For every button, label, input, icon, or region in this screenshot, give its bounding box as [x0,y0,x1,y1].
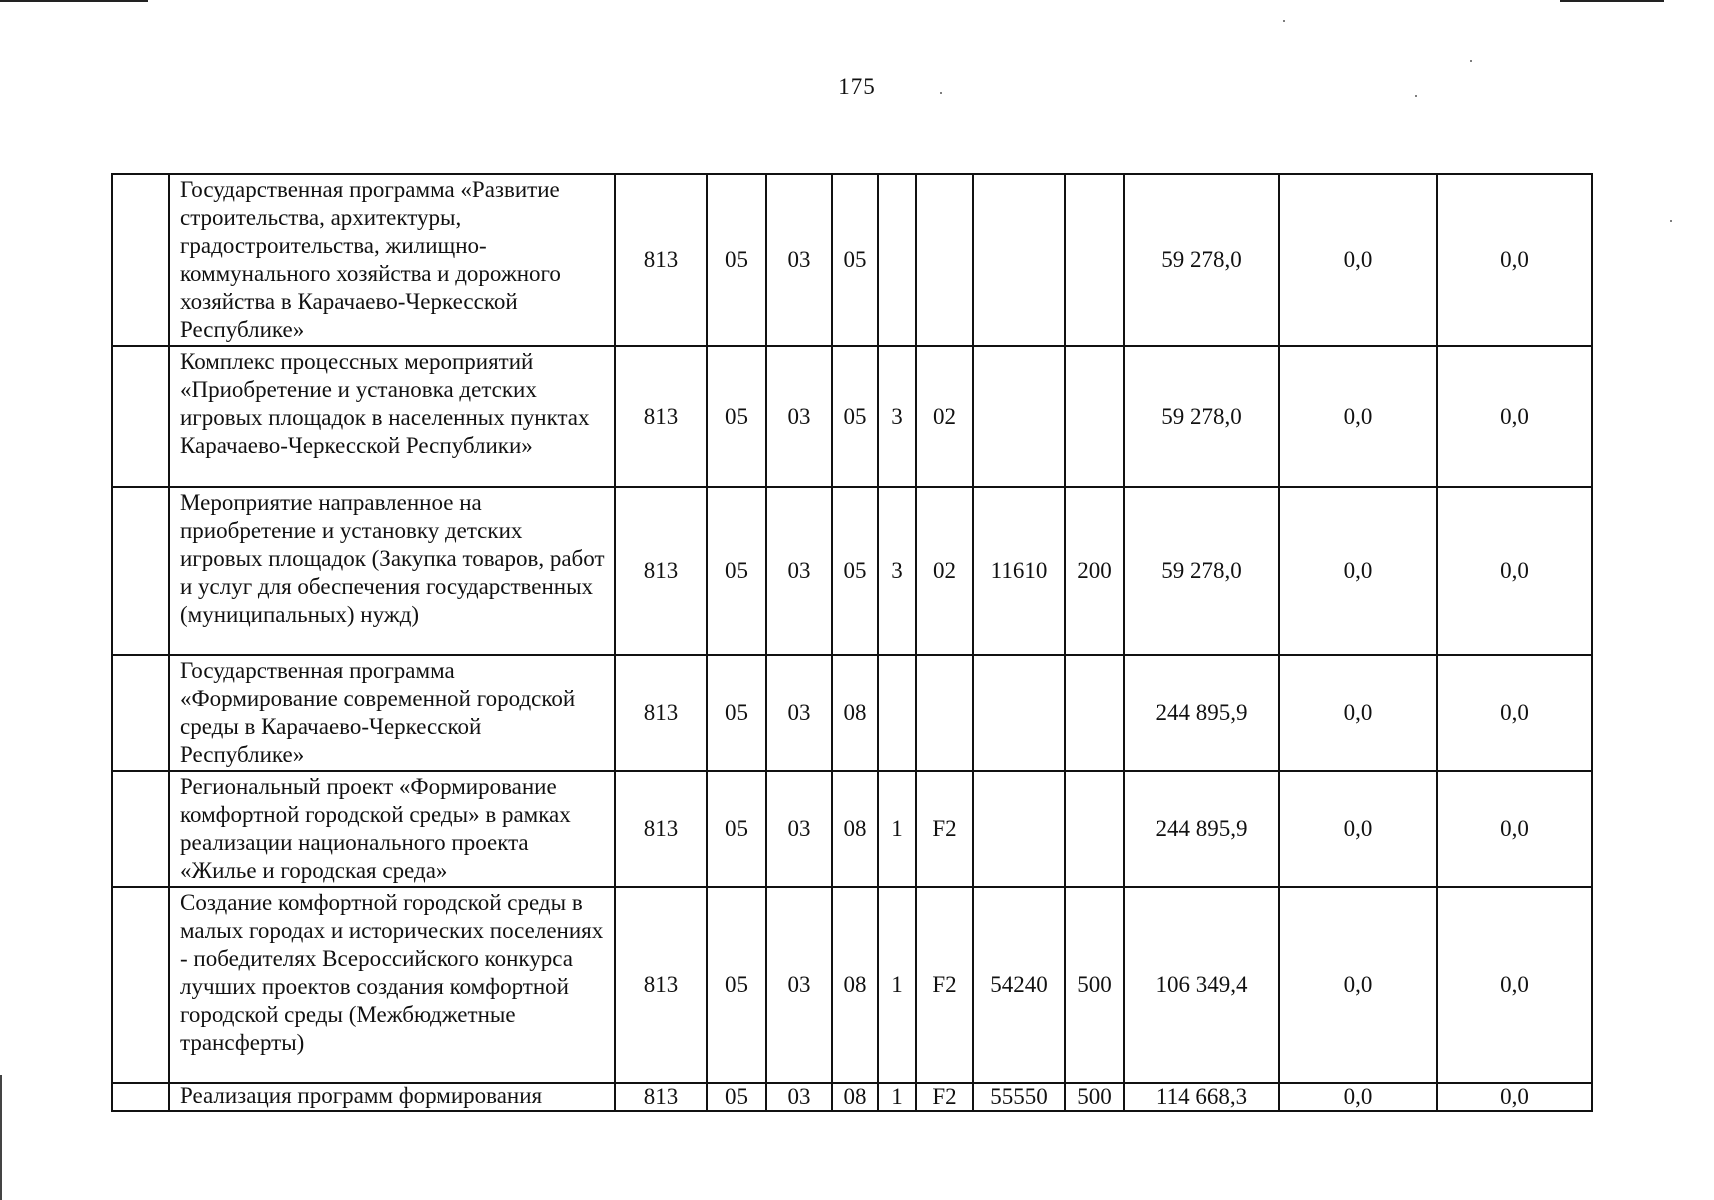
subprogram-code-cell: 1 [878,1083,916,1111]
scan-speck [1283,20,1285,22]
table-row [112,655,1592,771]
item-name-cell: Государственная программа «Формирование современной городской среды в Карачаево-Черкесской Республике» [169,655,615,771]
amount-year2-cell: 0,0 [1279,174,1437,346]
amount-year2-cell: 0,0 [1279,346,1437,487]
amount-year2-cell: 0,0 [1279,655,1437,771]
amount-year1-cell: 59 278,0 [1124,346,1279,487]
item-name-cell: Создание комфортной городской среды в малых городах и исторических поселениях - победителях Всероссийского конкурса лучших проектов создания комфортной городской среды (Межбюджетные трансферты) [169,887,615,1083]
section-code-cell: 05 [707,771,766,887]
budget-table [111,173,1593,1112]
target-code-cell: 54240 [973,887,1065,1083]
program-code-cell: 08 [832,1083,878,1111]
target-code-cell: 55550 [973,1083,1065,1111]
structural-code-cell [916,655,973,771]
section-code-cell: 05 [707,174,766,346]
subsection-code-cell: 03 [766,174,832,346]
structural-code-cell [916,174,973,346]
row-number-cell [112,174,169,346]
program-code-cell: 05 [832,346,878,487]
section-code-cell: 05 [707,655,766,771]
subsection-code-cell: 03 [766,1083,832,1111]
expense-type-cell [1065,655,1124,771]
target-code-cell [973,655,1065,771]
row-number-cell [112,1083,169,1111]
expense-type-cell [1065,346,1124,487]
target-code-cell [973,174,1065,346]
item-name-cell: Региональный проект «Формирование комфортной городской среды» в рамках реализации национального проекта «Жилье и городская среда» [169,771,615,887]
subsection-code-cell: 03 [766,487,832,655]
scan-edge-line-left [0,0,148,2]
row-number-cell [112,887,169,1083]
scan-speck [1470,60,1472,62]
amount-year3-cell: 0,0 [1437,346,1592,487]
subprogram-code-cell [878,655,916,771]
structural-code-cell: F2 [916,1083,973,1111]
subprogram-code-cell: 1 [878,771,916,887]
row-number-cell [112,487,169,655]
program-code-cell: 08 [832,887,878,1083]
subsection-code-cell: 03 [766,771,832,887]
subsection-code-cell: 03 [766,655,832,771]
table-row [112,1083,1592,1111]
amount-year3-cell: 0,0 [1437,655,1592,771]
row-number-cell [112,771,169,887]
section-code-cell: 05 [707,346,766,487]
program-code-cell: 08 [832,771,878,887]
section-code-cell: 05 [707,887,766,1083]
ministry-code-cell: 813 [615,487,707,655]
amount-year1-cell: 59 278,0 [1124,174,1279,346]
amount-year2-cell: 0,0 [1279,887,1437,1083]
amount-year3-cell: 0,0 [1437,174,1592,346]
table-row [112,346,1592,487]
scan-edge-line-right [1560,0,1664,2]
section-code-cell: 05 [707,487,766,655]
ministry-code-cell: 813 [615,771,707,887]
expense-type-cell: 500 [1065,887,1124,1083]
amount-year1-cell: 59 278,0 [1124,487,1279,655]
target-code-cell [973,771,1065,887]
subprogram-code-cell: 1 [878,887,916,1083]
amount-year3-cell: 0,0 [1437,771,1592,887]
structural-code-cell: F2 [916,771,973,887]
expense-type-cell [1065,174,1124,346]
ministry-code-cell: 813 [615,174,707,346]
structural-code-cell: 02 [916,487,973,655]
amount-year2-cell: 0,0 [1279,771,1437,887]
row-number-cell [112,655,169,771]
table-row [112,771,1592,887]
item-name-cell: Комплекс процессных мероприятий «Приобретение и установка детских игровых площадок в населенных пунктах Карачаево-Черкесской Республики» [169,346,615,487]
row-number-cell [112,346,169,487]
structural-code-cell: F2 [916,887,973,1083]
amount-year1-cell: 106 349,4 [1124,887,1279,1083]
expense-type-cell: 500 [1065,1083,1124,1111]
table-row [112,174,1592,346]
amount-year3-cell: 0,0 [1437,887,1592,1083]
ministry-code-cell: 813 [615,1083,707,1111]
page-number: 175 [838,74,876,99]
subprogram-code-cell: 3 [878,346,916,487]
table-row [112,887,1592,1083]
program-code-cell: 05 [832,487,878,655]
target-code-cell [973,346,1065,487]
amount-year3-cell: 0,0 [1437,487,1592,655]
ministry-code-cell: 813 [615,887,707,1083]
section-code-cell: 05 [707,1083,766,1111]
ministry-code-cell: 813 [615,655,707,771]
subprogram-code-cell [878,174,916,346]
ministry-code-cell: 813 [615,346,707,487]
amount-year1-cell: 114 668,3 [1124,1083,1279,1111]
expense-type-cell [1065,771,1124,887]
amount-year3-cell: 0,0 [1437,1083,1592,1111]
subsection-code-cell: 03 [766,346,832,487]
amount-year2-cell: 0,0 [1279,487,1437,655]
scan-edge-mark [0,1075,2,1200]
subprogram-code-cell: 3 [878,487,916,655]
item-name-cell: Реализация программ формирования [169,1083,615,1111]
structural-code-cell: 02 [916,346,973,487]
expense-type-cell: 200 [1065,487,1124,655]
program-code-cell: 08 [832,655,878,771]
amount-year2-cell: 0,0 [1279,1083,1437,1111]
scan-speck [1670,220,1672,222]
item-name-cell: Мероприятие направленное на приобретение и установку детских игровых площадок (Закупка товаров, работ и услуг для обеспечения государственных (муниципальных) нужд) [169,487,615,655]
amount-year1-cell: 244 895,9 [1124,771,1279,887]
subsection-code-cell: 03 [766,887,832,1083]
program-code-cell: 05 [832,174,878,346]
item-name-cell: Государственная программа «Развитие строительства, архитектуры, градостроительства, жилищно-коммунального хозяйства и дорожного хозяйства в Карачаево-Черкесской Республике» [169,174,615,346]
target-code-cell: 11610 [973,487,1065,655]
table-row [112,487,1592,655]
amount-year1-cell: 244 895,9 [1124,655,1279,771]
